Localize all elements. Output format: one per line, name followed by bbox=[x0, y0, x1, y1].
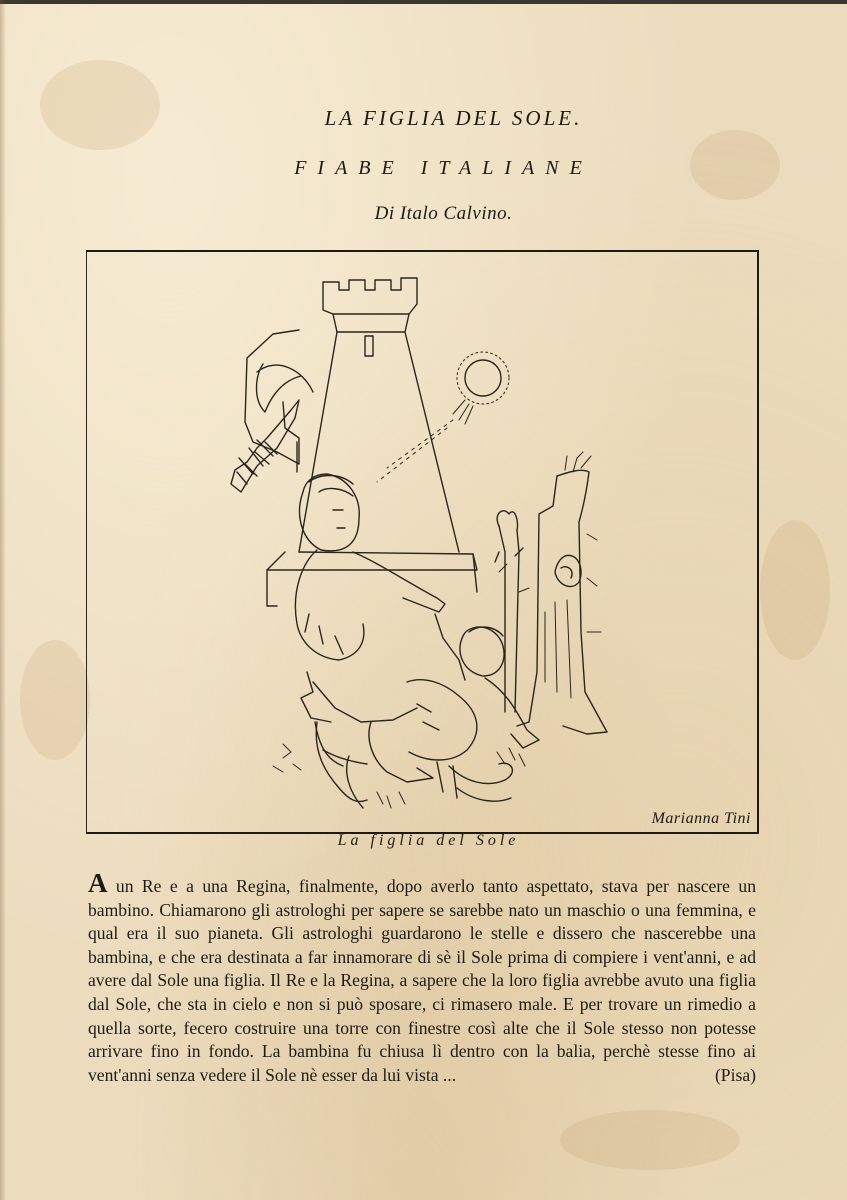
illustration-caption: La figlia del Sole bbox=[337, 832, 520, 849]
artist-signature: Marianna Tini bbox=[651, 810, 751, 827]
paper-stain bbox=[20, 640, 90, 760]
story-paragraph bbox=[88, 868, 756, 1087]
paper-stain bbox=[40, 60, 160, 150]
story-text: un Re e a una Regina, finalmente, dopo averlo tanto aspettato, stava per nascere un bambino. Chiamarono gli astrologhi per sapere se sarebbe nato un maschio o una femmina, e qual era il suo pianeta. Gli astrologhi guardarono le stelle e dissero che nascerebbe una bambina, e che era destinata a far innamorare di sè il Sole prima di compiere i vent'anni, e ad avere dal Sole una figlia. Il Re e la Regina, a sapere che la loro figlia avrebbe avuto una figlia dal Sole, che sta in cielo e non si può sposare, ci rimasero male. E per trovare un rimedio a quella sorte, fecero costruire una torre con finestre così alte che il Sole stesso non potesse arrivare fino in fondo. La bambina fu chiusa lì dentro con la balia, perchè stesse fino ai vent'anni senza vedere il Sole nè esser da lui vista ... bbox=[88, 876, 756, 1085]
page-left-edge bbox=[0, 0, 6, 1200]
page-subtitle: FIABE ITALIANE bbox=[294, 157, 593, 179]
page-top-edge bbox=[0, 0, 847, 4]
sun-drawing bbox=[377, 352, 509, 482]
page-title: LA FIGLIA DEL SOLE. bbox=[324, 106, 583, 130]
paper-stain bbox=[760, 520, 830, 660]
drapery-drawing bbox=[273, 722, 525, 808]
shield-drawing bbox=[231, 330, 313, 492]
tree-drawing bbox=[495, 452, 607, 734]
illustration-frame bbox=[86, 250, 759, 834]
paper-stain bbox=[560, 1110, 740, 1170]
author-line: Di Italo Calvino. bbox=[374, 203, 513, 224]
illustration-drawing bbox=[87, 252, 757, 832]
drop-cap: A bbox=[88, 868, 108, 898]
place-label: (Pisa) bbox=[714, 1064, 756, 1085]
